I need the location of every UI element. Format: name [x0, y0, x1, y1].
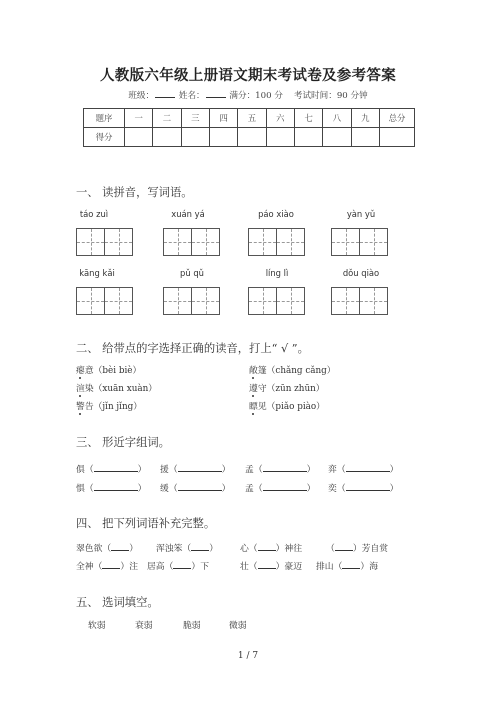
exam-info-line [0, 89, 496, 101]
writing-grid[interactable] [331, 228, 388, 256]
pinyin-label: kāng kǎi [79, 268, 115, 278]
pronunciation-item[interactable] [76, 381, 157, 394]
paren: ） [221, 465, 231, 475]
idiom-prefix: 排山（ [316, 562, 343, 572]
score-cell[interactable] [351, 128, 379, 147]
pronunciation-options: 染（xuān xuàn） [84, 384, 158, 394]
paren: （ [84, 465, 94, 475]
pronunciation-options: 意（bèi biè） [84, 366, 142, 376]
char: 奕 [328, 484, 337, 494]
score-table-header-row [84, 109, 415, 128]
class-blank [155, 89, 175, 98]
score-table-header-cell: 八 [323, 109, 351, 128]
char: 孟 [245, 484, 254, 494]
similar-char-item[interactable] [328, 481, 398, 494]
score-cell[interactable] [323, 128, 351, 147]
paren: （ [253, 484, 263, 494]
paren: （ [253, 465, 263, 475]
pinyin-label: líng lì [265, 268, 289, 278]
answer-blank[interactable] [342, 559, 360, 569]
char: 弈 [328, 465, 337, 475]
score-table-header-cell: 二 [153, 109, 181, 128]
answer-blank[interactable] [178, 481, 222, 491]
pronunciation-options: 告（jǐn jǐng） [84, 402, 143, 412]
idiom-item[interactable] [76, 559, 138, 572]
paren: （ [84, 484, 94, 494]
writing-grid[interactable] [76, 228, 133, 256]
idiom-suffix: ）芳自赏 [352, 544, 389, 554]
pronunciation-options: 守（zūn zhūn） [257, 384, 325, 394]
word-choice: 微弱 [229, 621, 247, 631]
score-table-score-row [84, 128, 415, 147]
similar-char-item[interactable] [245, 462, 315, 475]
answer-blank[interactable] [258, 559, 276, 569]
idiom-item[interactable] [147, 559, 209, 572]
similar-char-item[interactable] [76, 481, 146, 494]
idiom-suffix: ）神往 [275, 544, 303, 554]
char: 援 [160, 465, 169, 475]
pinyin-label: táo zuì [79, 209, 109, 219]
name-label: 姓名： [178, 91, 205, 101]
pronunciation-options: 见（piǎo piào） [257, 402, 325, 412]
pinyin-label: pǔ qǔ [180, 268, 204, 278]
dotted-char: 警 [76, 402, 85, 412]
idiom-prefix: 壮（ [240, 562, 258, 572]
paren: （ [168, 484, 178, 494]
answer-blank[interactable] [94, 481, 138, 491]
pronunciation-item[interactable] [249, 363, 336, 376]
answer-blank[interactable] [178, 462, 222, 472]
paren: ） [306, 465, 316, 475]
score-cell[interactable] [181, 128, 209, 147]
name-blank [206, 89, 226, 98]
answer-blank[interactable] [346, 462, 390, 472]
dotted-char: 遵 [249, 384, 258, 394]
page-number: 1 / 7 [237, 651, 259, 661]
score-table-header-cell: 一 [125, 109, 153, 128]
pronunciation-options: 篷（chǎng cǎng） [257, 366, 336, 376]
pinyin-label: yàn yǔ [346, 209, 376, 219]
pronunciation-item[interactable] [76, 363, 141, 376]
word-choice: 衰弱 [135, 621, 153, 631]
score-cell[interactable] [266, 128, 294, 147]
answer-blank[interactable] [191, 541, 209, 551]
idiom-suffix: ）注 [120, 562, 139, 572]
score-table-header-cell: 六 [266, 109, 294, 128]
writing-grid[interactable] [248, 228, 305, 256]
idiom-suffix: ）豪迈 [275, 562, 303, 572]
pronunciation-item[interactable] [249, 399, 325, 412]
pinyin-label: xuán yá [171, 209, 205, 219]
answer-blank[interactable] [346, 481, 390, 491]
pinyin-label: dǒu qiào [342, 268, 380, 278]
answer-blank[interactable] [173, 559, 191, 569]
score-cell[interactable] [380, 128, 415, 147]
full-score-label: 满分：100 分 [229, 91, 283, 101]
section1-title: 一、 读拼音，写词语。 [76, 186, 193, 199]
section2-title: 二、 给带点的字选择正确的读音，打上“ √ ”。 [76, 342, 309, 355]
class-label: 班级： [128, 91, 155, 101]
score-cell[interactable] [153, 128, 181, 147]
similar-char-item[interactable] [76, 462, 146, 475]
pinyin-label: páo xiào [258, 209, 294, 219]
idiom-item[interactable] [76, 541, 138, 554]
score-cell[interactable] [209, 128, 237, 147]
idiom-suffix: ） [129, 544, 139, 554]
paren: ） [221, 484, 231, 494]
score-table-header-cell: 四 [209, 109, 237, 128]
char: 孟 [245, 465, 254, 475]
idiom-prefix: 全神（ [76, 562, 103, 572]
idiom-item[interactable] [326, 541, 388, 554]
word-choice: 脆弱 [183, 621, 201, 631]
score-cell[interactable] [294, 128, 322, 147]
idiom-item[interactable] [156, 541, 218, 554]
writing-grid[interactable] [76, 287, 133, 315]
paren: ） [306, 484, 316, 494]
exam-title: 人教版六年级上册语文期末考试卷及参考答案 [100, 68, 396, 84]
score-row-label: 得分 [84, 128, 125, 147]
score-table-header-cell: 总分 [380, 109, 415, 128]
answer-blank[interactable] [111, 541, 129, 551]
similar-char-item[interactable] [160, 481, 230, 494]
paren: （ [336, 465, 346, 475]
dotted-char: 瞟 [249, 402, 258, 412]
answer-blank[interactable] [94, 462, 138, 472]
pronunciation-item[interactable] [76, 399, 142, 412]
dotted-char: 敞 [249, 366, 258, 376]
section4-title: 四、 把下列词语补充完整。 [76, 517, 216, 530]
score-cell[interactable] [125, 128, 153, 147]
paren: ） [137, 484, 147, 494]
dotted-char: 瘪 [76, 366, 85, 376]
char: 俱 [76, 465, 85, 475]
idiom-prefix: 浑浊笨（ [156, 544, 192, 554]
score-table [83, 108, 415, 147]
idiom-suffix: ） [209, 544, 219, 554]
similar-char-item[interactable] [245, 481, 315, 494]
idiom-prefix: 翠色欲（ [76, 544, 112, 554]
paren: （ [336, 484, 346, 494]
idiom-prefix: 居高（ [147, 562, 174, 572]
answer-blank[interactable] [263, 462, 307, 472]
idiom-suffix: ）下 [191, 562, 210, 572]
writing-grid[interactable] [248, 287, 305, 315]
score-table-header-cell: 五 [238, 109, 266, 128]
score-table-header-cell: 七 [294, 109, 322, 128]
score-table-header-cell: 三 [181, 109, 209, 128]
idiom-prefix: 心（ [240, 544, 258, 554]
score-table-header-cell: 题序 [84, 109, 125, 128]
writing-grid[interactable] [331, 287, 388, 315]
paren: ） [137, 465, 147, 475]
answer-blank[interactable] [258, 541, 276, 551]
paren: ） [389, 484, 399, 494]
idiom-prefix: （ [326, 544, 335, 554]
section5-title: 五、 选词填空。 [76, 596, 159, 609]
answer-blank[interactable] [102, 559, 120, 569]
section3-title: 三、 形近字组词。 [76, 436, 170, 449]
exam-time-label: 考试时间：90 分钟 [293, 91, 368, 101]
idiom-item[interactable] [316, 559, 378, 572]
paren: ） [389, 465, 399, 475]
similar-char-item[interactable] [160, 462, 230, 475]
writing-grid[interactable] [163, 287, 220, 315]
answer-blank[interactable] [335, 541, 353, 551]
similar-char-item[interactable] [328, 462, 398, 475]
writing-grid[interactable] [163, 228, 220, 256]
dotted-char: 渲 [76, 384, 85, 394]
score-cell[interactable] [238, 128, 266, 147]
word-choice: 软弱 [88, 621, 106, 631]
idiom-suffix: ）海 [360, 562, 379, 572]
idiom-item[interactable] [240, 541, 302, 554]
idiom-item[interactable] [240, 559, 302, 572]
char: 惧 [76, 484, 85, 494]
char: 缓 [160, 484, 169, 494]
pronunciation-item[interactable] [249, 381, 325, 394]
answer-blank[interactable] [263, 481, 307, 491]
paren: （ [168, 465, 178, 475]
score-table-header-cell: 九 [351, 109, 379, 128]
